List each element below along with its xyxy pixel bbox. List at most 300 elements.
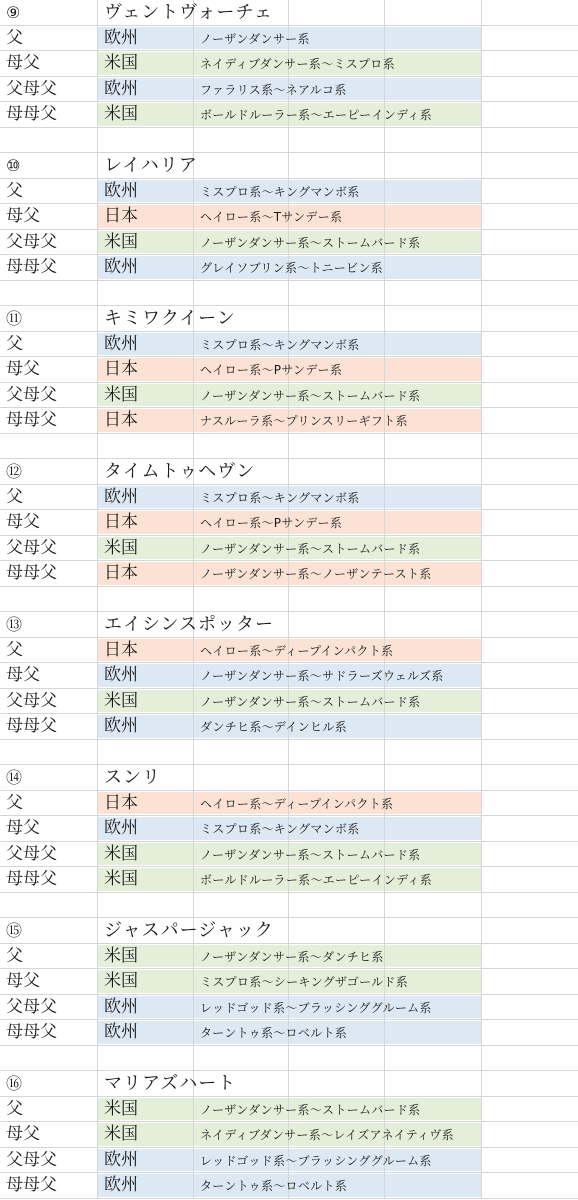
ancestor-role: 母父 — [6, 53, 40, 73]
grid-line — [384, 944, 385, 969]
grid-line — [481, 332, 482, 357]
region-cell: 米国 — [104, 1124, 138, 1144]
grid-line — [97, 1122, 98, 1147]
horse-number: ⑩ — [6, 156, 21, 175]
grid-line — [288, 1071, 289, 1096]
grid-line — [97, 179, 98, 204]
horse-header-row[interactable] — [0, 1071, 578, 1097]
grid-line — [481, 1097, 482, 1122]
pedigree-row[interactable] — [0, 1122, 578, 1148]
sire-line-cell: ノーザンダンサー系～ストームバード系 — [200, 694, 421, 709]
grid-line — [193, 230, 194, 255]
grid-line — [384, 179, 385, 204]
grid-line — [384, 204, 385, 229]
grid-line — [384, 357, 385, 382]
grid-line — [97, 281, 98, 306]
sire-line-cell: ターントゥ系～ロベルト系 — [200, 1026, 348, 1040]
grid-line — [384, 459, 385, 484]
grid-line — [384, 26, 385, 51]
grid-line — [384, 1071, 385, 1096]
pedigree-row[interactable] — [0, 26, 578, 52]
horse-header-row[interactable] — [0, 765, 578, 791]
pedigree-row[interactable] — [0, 689, 578, 715]
grid-line — [97, 689, 98, 714]
sire-line-cell: ネイディブダンサー系～レイズアネイティヴ系 — [200, 1128, 454, 1142]
ancestor-role: 父 — [6, 27, 23, 48]
ancestor-role: 父母父 — [6, 1149, 57, 1170]
grid-line — [481, 383, 482, 408]
grid-line — [97, 842, 98, 867]
horse-number: ⑮ — [6, 921, 23, 940]
pedigree-row[interactable] — [0, 536, 578, 562]
region-cell: 米国 — [104, 1098, 138, 1119]
blank-row[interactable] — [0, 434, 578, 460]
sire-line-cell: ミスプロ系～キングマンボ系 — [200, 490, 360, 505]
grid-line — [288, 153, 289, 178]
pedigree-row[interactable] — [0, 561, 578, 587]
region-cell: 米国 — [104, 869, 138, 889]
grid-line — [288, 306, 289, 331]
grid-line — [193, 102, 194, 127]
sire-line-cell: ノーザンダンサー系～ストームバード系 — [200, 235, 421, 250]
grid-line — [97, 485, 98, 510]
grid-line — [481, 1046, 482, 1071]
grid-line — [193, 561, 194, 586]
region-cell: 欧州 — [104, 1149, 138, 1170]
sire-line-cell: ヘイロー系～ディープインパクト系 — [200, 796, 394, 811]
grid-line — [193, 434, 194, 459]
sire-line-cell: ノーザンダンサー系～ダンチヒ系 — [200, 949, 384, 964]
grid-line — [97, 714, 98, 739]
region-cell: 欧州 — [104, 78, 138, 99]
ancestor-role: 父母父 — [6, 996, 57, 1017]
pedigree-row[interactable] — [0, 510, 578, 536]
grid-line — [193, 638, 194, 663]
pedigree-row[interactable] — [0, 995, 578, 1021]
horse-name: マリアズハート — [104, 1073, 237, 1094]
grid-line — [384, 77, 385, 102]
grid-line — [481, 765, 482, 790]
ancestor-role: 父母父 — [6, 690, 57, 711]
horse-number: ⑬ — [6, 615, 23, 634]
grid-line — [481, 459, 482, 484]
grid-line — [97, 102, 98, 127]
sire-line-cell: レッドゴッド系～ブラッシンググルーム系 — [200, 1153, 432, 1168]
grid-line — [97, 357, 98, 382]
ancestor-role: 父 — [6, 180, 23, 201]
grid-line — [193, 179, 194, 204]
grid-line — [193, 1148, 194, 1173]
region-cell: 日本 — [104, 792, 138, 813]
grid-line — [481, 612, 482, 637]
region-cell: 日本 — [104, 563, 138, 583]
grid-line — [193, 791, 194, 816]
horse-number: ⑫ — [6, 462, 23, 481]
ancestor-role: 父 — [6, 639, 23, 660]
sire-line-cell: レッドゴッド系～ブラッシンググルーム系 — [200, 1000, 432, 1015]
grid-line — [193, 510, 194, 535]
pedigree-row[interactable] — [0, 714, 578, 740]
pedigree-row[interactable] — [0, 969, 578, 995]
ancestor-role: 父 — [6, 1098, 23, 1119]
sire-line-cell: ノーザンダンサー系～ストームバード系 — [200, 1102, 421, 1117]
pedigree-row[interactable] — [0, 1020, 578, 1046]
grid-line — [384, 510, 385, 535]
sire-line-cell: ナスルーラ系～プリンスリーギフト系 — [200, 414, 408, 428]
region-cell: 米国 — [104, 104, 138, 124]
grid-line — [193, 714, 194, 739]
grid-line — [97, 434, 98, 459]
horse-name: ジャスパージャック — [104, 920, 274, 941]
blank-row[interactable] — [0, 128, 578, 154]
horse-name: ヴェントヴォーチェ — [104, 2, 274, 23]
region-cell: 米国 — [104, 53, 138, 73]
pedigree-row[interactable] — [0, 383, 578, 409]
grid-line — [97, 332, 98, 357]
grid-line — [481, 561, 482, 586]
grid-line — [97, 867, 98, 892]
grid-line — [481, 306, 482, 331]
grid-line — [288, 434, 289, 459]
grid-line — [193, 128, 194, 153]
grid-line — [97, 128, 98, 153]
grid-line — [97, 255, 98, 280]
grid-line — [384, 1020, 385, 1045]
grid-line — [97, 77, 98, 102]
sire-line-cell: ヘイロー系～Pサンデー系 — [200, 363, 343, 377]
grid-line — [193, 77, 194, 102]
pedigree-row[interactable] — [0, 791, 578, 817]
sire-line-cell: ミスプロ系～キングマンボ系 — [200, 184, 360, 199]
grid-line — [384, 485, 385, 510]
grid-line — [97, 663, 98, 688]
ancestor-role: 母母父 — [6, 563, 57, 583]
grid-line — [288, 1046, 289, 1071]
ancestor-role: 父母父 — [6, 537, 57, 558]
grid-line — [288, 459, 289, 484]
grid-line — [384, 765, 385, 790]
ancestor-role: 父母父 — [6, 843, 57, 864]
grid-line — [97, 306, 98, 331]
grid-line — [481, 102, 482, 127]
grid-line — [481, 128, 482, 153]
region-cell: 欧州 — [104, 333, 138, 354]
region-cell: 欧州 — [104, 486, 138, 507]
grid-line — [288, 765, 289, 790]
sire-line-cell: ボールドルーラー系～エーピーインディ系 — [200, 873, 433, 887]
grid-line — [384, 1173, 385, 1198]
ancestor-role: 父 — [6, 486, 23, 507]
grid-line — [97, 765, 98, 790]
grid-line — [97, 995, 98, 1020]
grid-line — [97, 791, 98, 816]
grid-line — [384, 918, 385, 943]
horse-number: ⑯ — [6, 1074, 23, 1093]
grid-line — [97, 918, 98, 943]
sire-line-cell: ヘイロー系～ディープインパクト系 — [200, 643, 394, 658]
blank-row[interactable] — [0, 587, 578, 613]
grid-line — [97, 944, 98, 969]
blank-row[interactable] — [0, 1046, 578, 1072]
grid-line — [193, 740, 194, 765]
grid-line — [97, 153, 98, 178]
grid-line — [481, 1173, 482, 1198]
grid-line — [193, 995, 194, 1020]
grid-line — [481, 816, 482, 841]
horse-header-row[interactable] — [0, 612, 578, 638]
grid-line — [481, 969, 482, 994]
pedigree-row[interactable] — [0, 944, 578, 970]
ancestor-role: 母父 — [6, 206, 40, 226]
ancestor-role: 母母父 — [6, 1175, 57, 1195]
grid-line — [481, 357, 482, 382]
grid-line — [288, 128, 289, 153]
grid-line — [481, 0, 482, 25]
grid-line — [384, 434, 385, 459]
grid-line — [384, 1046, 385, 1071]
grid-line — [193, 536, 194, 561]
grid-line — [193, 26, 194, 51]
region-cell: 米国 — [104, 537, 138, 558]
grid-line — [97, 561, 98, 586]
pedigree-row[interactable] — [0, 332, 578, 358]
grid-line — [193, 842, 194, 867]
grid-line — [193, 867, 194, 892]
pedigree-row[interactable] — [0, 1097, 578, 1123]
grid-line — [288, 918, 289, 943]
pedigree-row[interactable] — [0, 102, 578, 128]
grid-line — [481, 791, 482, 816]
horse-name: エイシンスポッター — [104, 614, 275, 635]
ancestor-role: 母父 — [6, 818, 40, 838]
grid-line — [481, 944, 482, 969]
grid-line — [97, 51, 98, 76]
ancestor-role: 母母父 — [6, 104, 57, 124]
grid-line — [97, 26, 98, 51]
region-cell: 米国 — [104, 690, 138, 711]
pedigree-row[interactable] — [0, 179, 578, 205]
blank-row[interactable] — [0, 281, 578, 307]
horse-header-row[interactable] — [0, 306, 578, 332]
grid-line — [97, 1173, 98, 1198]
grid-line — [481, 153, 482, 178]
grid-line — [97, 1071, 98, 1096]
grid-line — [481, 740, 482, 765]
grid-line — [193, 663, 194, 688]
ancestor-role: 母母父 — [6, 869, 57, 889]
grid-line — [384, 740, 385, 765]
horse-number: ⑪ — [6, 309, 23, 328]
pedigree-row[interactable] — [0, 408, 578, 434]
grid-line — [193, 944, 194, 969]
grid-line — [97, 510, 98, 535]
sire-line-cell: ヘイロー系～Pサンデー系 — [200, 516, 343, 530]
ancestor-role: 母父 — [6, 359, 40, 379]
ancestor-role: 父母父 — [6, 384, 57, 405]
grid-line — [481, 536, 482, 561]
grid-line — [97, 0, 98, 25]
pedigree-row[interactable] — [0, 51, 578, 77]
pedigree-row[interactable] — [0, 1173, 578, 1199]
pedigree-row[interactable] — [0, 816, 578, 842]
grid-line — [384, 612, 385, 637]
horse-number: ⑨ — [6, 3, 21, 22]
ancestor-role: 父 — [6, 945, 23, 966]
grid-line — [481, 918, 482, 943]
grid-line — [384, 306, 385, 331]
region-cell: 米国 — [104, 384, 138, 405]
ancestor-role: 母母父 — [6, 1022, 57, 1042]
grid-line — [481, 867, 482, 892]
region-cell: 日本 — [104, 512, 138, 532]
ancestor-role: 母母父 — [6, 257, 57, 277]
region-cell: 米国 — [104, 231, 138, 252]
region-cell: 欧州 — [104, 27, 138, 48]
grid-line — [481, 689, 482, 714]
grid-line — [384, 587, 385, 612]
grid-line — [97, 383, 98, 408]
region-cell: 欧州 — [104, 257, 138, 277]
grid-line — [481, 1020, 482, 1045]
ancestor-role: 母母父 — [6, 716, 57, 736]
region-cell: 欧州 — [104, 1175, 138, 1195]
sire-line-cell: ダンチヒ系～デインヒル系 — [200, 720, 347, 734]
ancestor-role: 母父 — [6, 971, 40, 991]
grid-line — [384, 281, 385, 306]
horse-name: レイハリア — [104, 155, 198, 176]
pedigree-row[interactable] — [0, 357, 578, 383]
grid-line — [97, 230, 98, 255]
pedigree-row[interactable] — [0, 1148, 578, 1174]
grid-line — [193, 969, 194, 994]
grid-line — [288, 740, 289, 765]
grid-line — [193, 383, 194, 408]
ancestor-role: 母父 — [6, 512, 40, 532]
grid-line — [384, 893, 385, 918]
grid-line — [97, 816, 98, 841]
region-cell: 日本 — [104, 639, 138, 660]
grid-line — [481, 1071, 482, 1096]
ancestor-role: 母父 — [6, 1124, 40, 1144]
grid-line — [97, 459, 98, 484]
pedigree-row[interactable] — [0, 204, 578, 230]
blank-row[interactable] — [0, 740, 578, 766]
sire-line-cell: ファラリス系～ネアルコ系 — [200, 82, 347, 97]
grid-line — [193, 1020, 194, 1045]
region-cell: 欧州 — [104, 818, 138, 838]
grid-line — [193, 485, 194, 510]
horse-header-row[interactable] — [0, 918, 578, 944]
grid-line — [193, 1122, 194, 1147]
horse-name: スンリ — [104, 767, 161, 788]
grid-line — [97, 893, 98, 918]
ancestor-role: 母父 — [6, 665, 40, 685]
grid-line — [481, 204, 482, 229]
pedigree-row[interactable] — [0, 663, 578, 689]
horse-header-row[interactable] — [0, 459, 578, 485]
grid-line — [193, 408, 194, 433]
grid-line — [384, 153, 385, 178]
grid-line — [193, 357, 194, 382]
grid-line — [193, 765, 194, 790]
region-cell: 米国 — [104, 971, 138, 991]
pedigree-row[interactable] — [0, 842, 578, 868]
ancestor-role: 父 — [6, 792, 23, 813]
pedigree-row[interactable] — [0, 255, 578, 281]
horse-header-row[interactable] — [0, 0, 578, 26]
sire-line-cell: ノーザンダンサー系～ストームバード系 — [200, 388, 421, 403]
sire-line-cell: グレイソブリン系～トニービン系 — [200, 261, 383, 275]
grid-line — [384, 128, 385, 153]
region-cell: 欧州 — [104, 716, 138, 736]
pedigree-row[interactable] — [0, 77, 578, 103]
grid-line — [481, 510, 482, 535]
horse-header-row[interactable] — [0, 153, 578, 179]
horse-name: タイムトゥヘヴン — [104, 461, 256, 482]
sire-line-cell: ミスプロ系～シーキングザゴールド系 — [200, 975, 409, 989]
grid-line — [97, 1148, 98, 1173]
grid-line — [481, 893, 482, 918]
grid-line — [481, 51, 482, 76]
grid-line — [97, 969, 98, 994]
sire-line-cell: ターントゥ系～ロベルト系 — [200, 1179, 348, 1193]
grid-line — [97, 408, 98, 433]
region-cell: 日本 — [104, 410, 138, 430]
grid-line — [288, 893, 289, 918]
grid-line — [481, 587, 482, 612]
grid-line — [97, 1046, 98, 1071]
pedigree-row[interactable] — [0, 485, 578, 511]
sire-line-cell: ネイディブダンサー系～ミスプロ系 — [200, 57, 395, 71]
grid-line — [288, 587, 289, 612]
grid-line — [384, 255, 385, 280]
region-cell: 米国 — [104, 945, 138, 966]
grid-line — [481, 663, 482, 688]
pedigree-row[interactable] — [0, 638, 578, 664]
grid-line — [481, 26, 482, 51]
pedigree-row[interactable] — [0, 867, 578, 893]
grid-line — [193, 332, 194, 357]
grid-line — [481, 638, 482, 663]
grid-line — [193, 689, 194, 714]
grid-line — [481, 179, 482, 204]
grid-line — [193, 587, 194, 612]
sire-line-cell: ノーザンダンサー系～ストームバード系 — [200, 541, 421, 556]
region-cell: 米国 — [104, 843, 138, 864]
grid-line — [481, 995, 482, 1020]
grid-line — [193, 255, 194, 280]
sire-line-cell: ボールドルーラー系～エーピーインディ系 — [200, 108, 433, 122]
grid-line — [481, 1148, 482, 1173]
grid-line — [97, 740, 98, 765]
grid-line — [481, 485, 482, 510]
grid-line — [193, 893, 194, 918]
grid-line — [97, 638, 98, 663]
grid-line — [97, 1097, 98, 1122]
region-cell: 欧州 — [104, 1022, 138, 1042]
grid-line — [384, 816, 385, 841]
grid-line — [481, 842, 482, 867]
sire-line-cell: ミスプロ系～キングマンボ系 — [200, 822, 360, 836]
pedigree-row[interactable] — [0, 230, 578, 256]
region-cell: 日本 — [104, 206, 138, 226]
blank-row[interactable] — [0, 893, 578, 919]
grid-line — [97, 1020, 98, 1045]
grid-line — [97, 587, 98, 612]
grid-line — [384, 714, 385, 739]
grid-line — [193, 1046, 194, 1071]
grid-line — [481, 77, 482, 102]
